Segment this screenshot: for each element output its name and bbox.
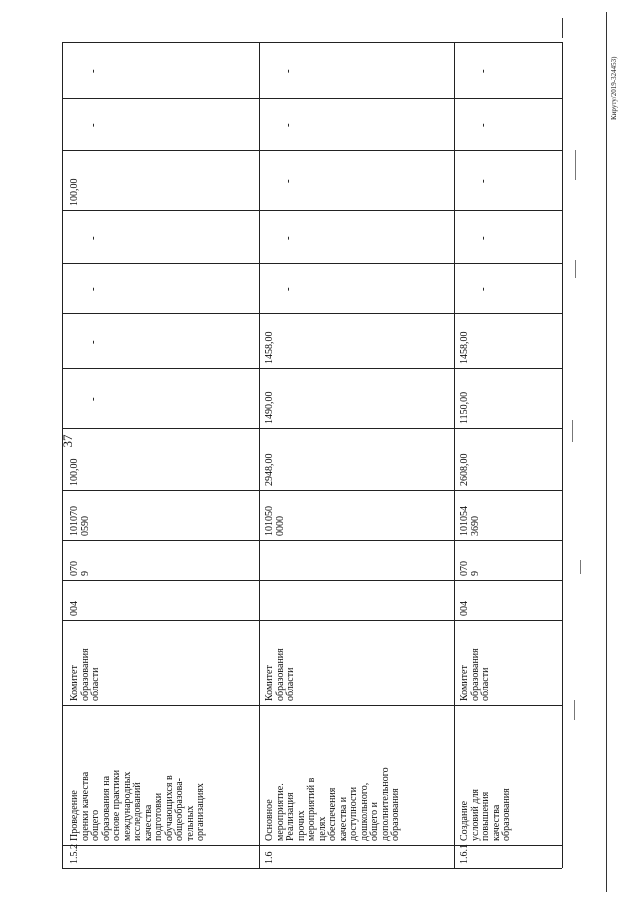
column-divider bbox=[62, 845, 562, 846]
scan-speck bbox=[580, 560, 581, 574]
table-cell-text: - bbox=[282, 179, 294, 183]
table-cell-text: 070 9 bbox=[459, 561, 481, 576]
column-divider bbox=[62, 263, 562, 264]
table-cell-text: - bbox=[87, 287, 99, 291]
table-cell-text: - bbox=[477, 69, 489, 73]
row-divider bbox=[562, 42, 563, 868]
column-divider bbox=[62, 705, 562, 706]
table-cell-text: Комитет образования области bbox=[69, 648, 101, 701]
table-cell-text: Комитет образования области bbox=[264, 648, 296, 701]
scan-speck bbox=[575, 260, 576, 278]
table-cell-text: 1150,00 bbox=[459, 391, 470, 424]
table-cell-text: - bbox=[87, 397, 99, 401]
column-divider bbox=[62, 210, 562, 211]
table-cell-text: Создание условий для повышения качества образования bbox=[459, 788, 512, 841]
table-cell-text: - bbox=[87, 339, 99, 344]
table-cell-text: 2608,00 bbox=[459, 453, 470, 486]
scan-speck bbox=[575, 150, 576, 180]
page-number-text: 37 bbox=[60, 434, 75, 448]
table-cell-text: - bbox=[282, 69, 294, 73]
column-divider bbox=[62, 868, 562, 869]
column-divider bbox=[62, 313, 562, 314]
column-divider bbox=[62, 428, 562, 429]
table-cell-text: - bbox=[87, 69, 99, 73]
table-cell-text: Проведение оценки качества общего образования на основе практики международных исследований качества подготовки обучающихся в общеобразова- тельных организациях bbox=[69, 769, 206, 841]
table-cell-text: - bbox=[477, 235, 489, 240]
table-cell-text: 101050 0000 bbox=[264, 506, 286, 536]
column-divider bbox=[62, 620, 562, 621]
column-divider bbox=[62, 150, 562, 151]
table-cell-text: - bbox=[282, 287, 294, 291]
table-cell-text: 100,00 bbox=[69, 458, 80, 486]
table-cell-text: Основное мероприятие. Реализация прочих мероприятий в целях обеспечения качества и доступности дошкольного, общего и дополнительного образования bbox=[264, 767, 401, 841]
column-divider bbox=[62, 368, 562, 369]
row-divider bbox=[259, 42, 260, 868]
row-divider bbox=[62, 42, 63, 868]
table-cell-text: 1.6.1 bbox=[459, 844, 470, 864]
table-cell-text: 101054 3690 bbox=[459, 506, 481, 536]
table-cell-text: - bbox=[477, 179, 489, 183]
table-cell-text: 101070 0590 bbox=[69, 506, 91, 536]
table-cell-text: 1.5.2 bbox=[69, 844, 80, 864]
table-cell-text: 070 9 bbox=[69, 561, 91, 576]
scan-speck bbox=[574, 700, 575, 720]
column-divider bbox=[62, 580, 562, 581]
column-divider bbox=[62, 42, 562, 43]
table-cell-text: 1.6 bbox=[264, 851, 275, 864]
table-cell-text: - bbox=[282, 235, 294, 240]
table-cell-text: - bbox=[477, 123, 489, 127]
table-cell-text: Комитет образования области bbox=[459, 648, 491, 701]
table-cell-text: 1458,00 bbox=[264, 331, 275, 364]
right-margin-rule bbox=[606, 12, 607, 892]
table-cell-text: - bbox=[282, 123, 294, 127]
document-reference-text: Кируту/2019-324453) bbox=[610, 56, 618, 120]
column-divider bbox=[62, 98, 562, 99]
column-divider bbox=[62, 540, 562, 541]
table-cell-text: 1458,00 bbox=[459, 331, 470, 364]
table-cell-text: 004 bbox=[459, 601, 470, 616]
table-cell-text: - bbox=[477, 287, 489, 291]
row-divider bbox=[454, 42, 455, 868]
table-cell-text: - bbox=[87, 235, 99, 240]
column-divider bbox=[62, 490, 562, 491]
table-cell-text: - bbox=[87, 123, 99, 127]
scan-speck bbox=[572, 420, 573, 442]
table-cell-text: 004 bbox=[69, 601, 80, 616]
table-cell-text: 1490,00 bbox=[264, 391, 275, 424]
margin-mark bbox=[562, 18, 563, 38]
table-cell-text: 2948,00 bbox=[264, 453, 275, 486]
table-cell-text: 100,00 bbox=[69, 178, 80, 206]
